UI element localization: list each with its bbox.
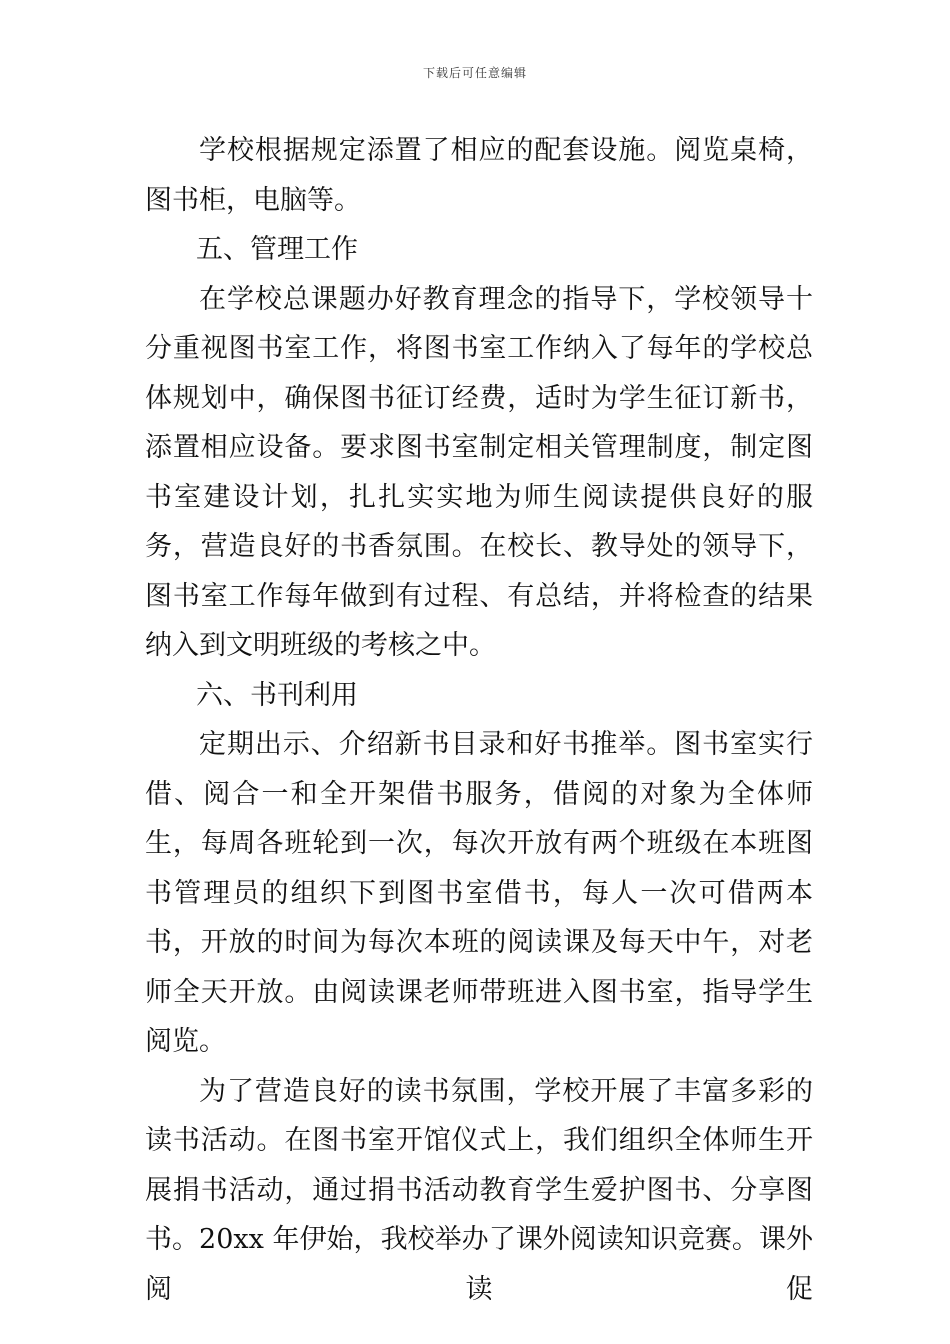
paragraph-activities: 为了营造良好的读书氛围，学校开展了丰富多彩的读书活动。在图书室开馆仪式上，我们组织全体师生开展捐书活动，通过捐书活动教育学生爱护图书、分享图书。20xx 年伊始，我校举办了课外阅读知识竞赛。课外阅读促 — [145, 1075, 813, 1305]
section-heading-usage: 六、书刊利用 — [196, 679, 358, 711]
page-header-note: 下载后可任意编辑 — [422, 66, 527, 80]
paragraph-management: 在学校总课题办好教育理念的指导下，学校领导十分重视图书室工作，将图书室工作纳入了每年的学校总体规划中，确保图书征订经费，适时为学生征订新书，添置相应设备。要求图书室制定相关管理制度，制定图书室建设计划，扎扎实实地为师生阅读提供良好的服务，营造良好的书香氛围。在校长、教导处的领导下，图书室工作每年做到有过程、有总结，并将检查的结果纳入到文明班级的考核之中。 — [145, 283, 813, 661]
section-heading-management: 五、管理工作 — [196, 234, 358, 265]
document-body — [145, 126, 813, 1314]
paragraph-usage: 定期出示、介绍新书目录和好书推举。图书室实行借、阅合一和全开架借书服务，借阅的对象为全体师生，每周各班轮到一次，每次开放有两个班级在本班图书管理员的组织下到图书室借书，每人一次可借两本书，开放的时间为每次本班的阅读课及每天中午，对老师全天开放。由阅读课老师带班进入图书室，指导学生阅览。 — [145, 729, 813, 1057]
paragraph-facilities: 学校根据规定添置了相应的配套设施。阅览桌椅，图书柜，电脑等。 — [145, 135, 813, 216]
